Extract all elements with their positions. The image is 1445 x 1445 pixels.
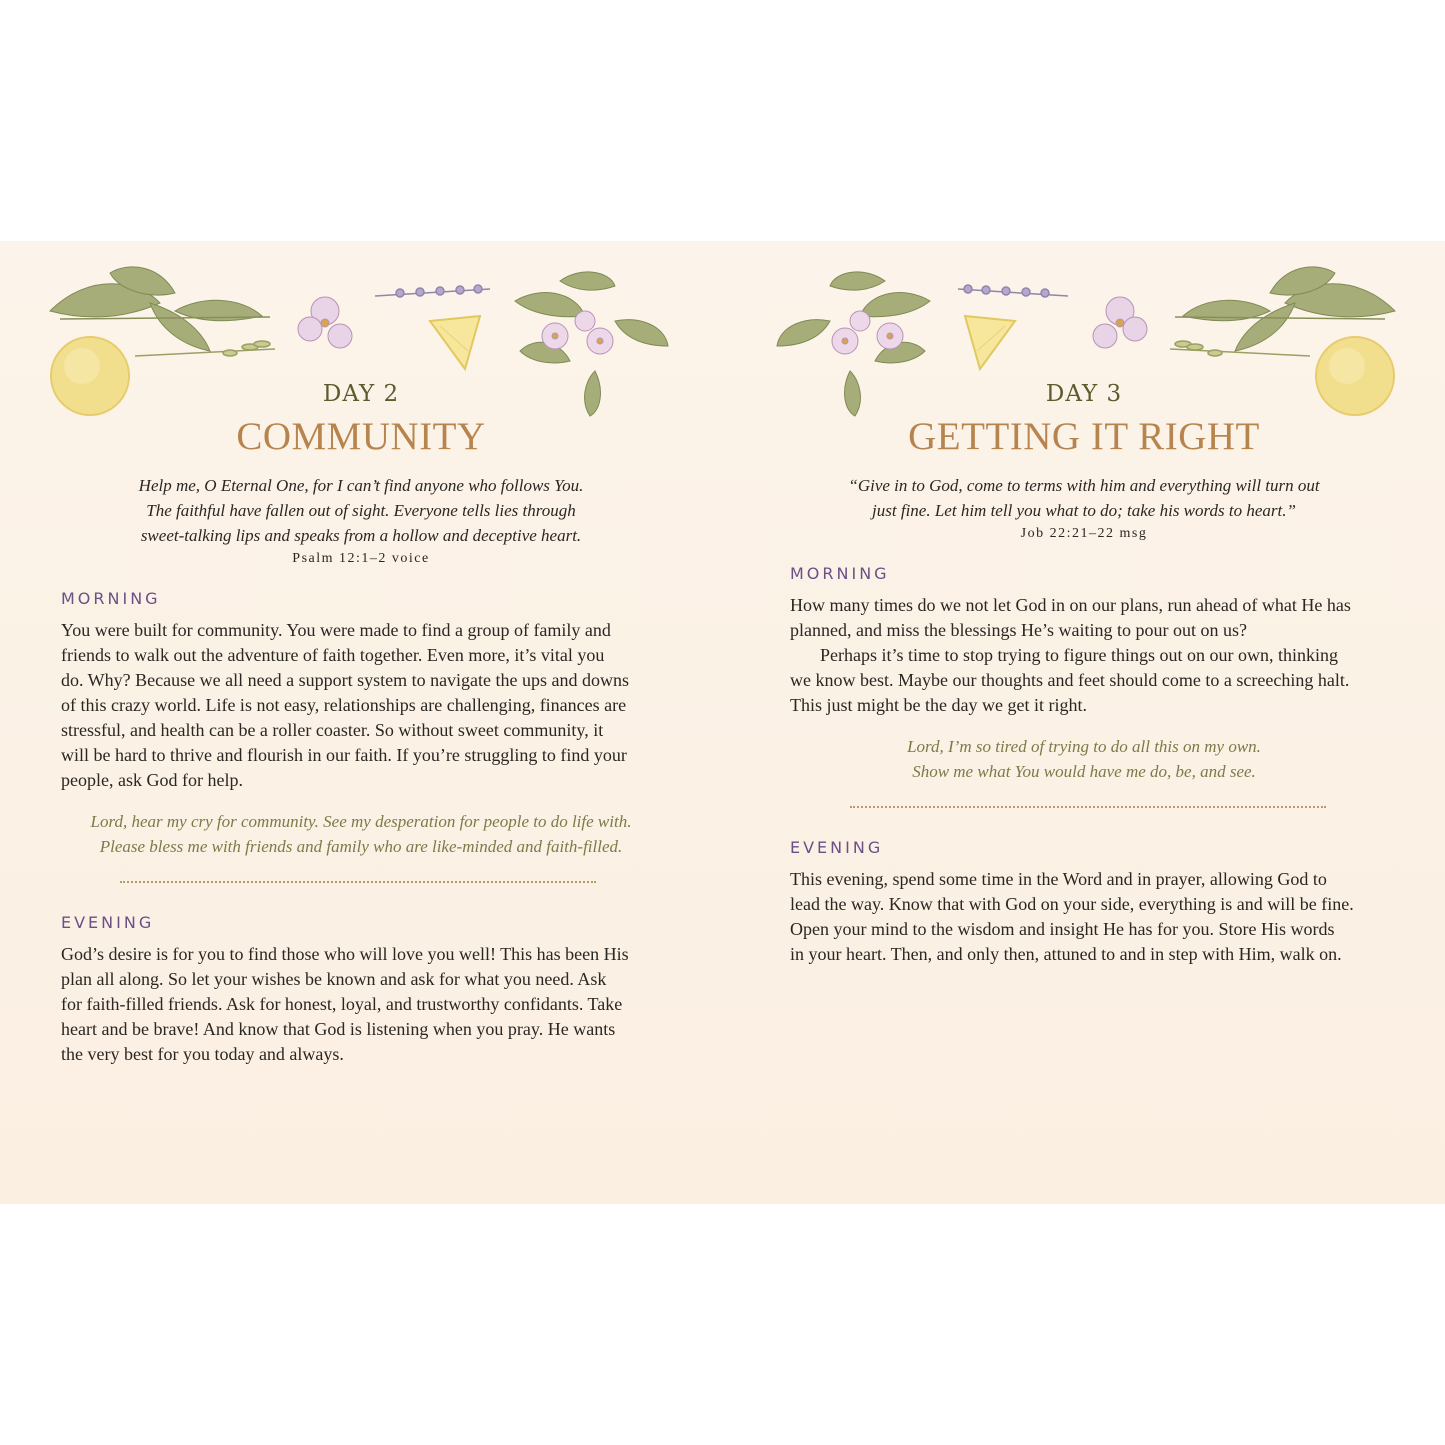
text-line: You were built for community. You were made to find a group of family and (61, 620, 611, 640)
morning-heading: MORNING (790, 564, 890, 583)
scripture-verse (40, 473, 682, 548)
day-title: COMMUNITY (236, 415, 486, 458)
verse-reference: Psalm 12:1–2 voice (292, 551, 430, 566)
flower-icon (298, 297, 352, 348)
dotted-divider (120, 881, 596, 883)
text-line: God’s desire is for you to find those who will love you well! This has been His (61, 944, 629, 964)
text-line: planned, and miss the blessings He’s waiting to pour out on us? (790, 620, 1247, 640)
prayer-line: Please bless me with friends and family who are like-minded and faith-filled. (99, 837, 623, 856)
text-line: This just might be the day we get it right. (790, 695, 1087, 715)
text-line: will be hard to thrive and flourish in our faith. If you’re struggling to find your (61, 745, 627, 765)
prayer-line: Lord, I’m so tired of trying to do all this on my own. (907, 737, 1261, 756)
right-page (723, 241, 1445, 1204)
text-line: friends to walk out the adventure of faith together. Even more, it’s vital you (61, 645, 605, 665)
prayer-line: Lord, hear my cry for community. See my desperation for people to do life with. (90, 812, 632, 831)
text-line: do. Why? Because we all need a support system to navigate the ups and downs (61, 670, 630, 690)
flower-icon (1093, 297, 1147, 348)
lavender-icon (958, 285, 1068, 297)
lemon-slice-icon (430, 316, 480, 369)
text-line: plan all along. So let your wishes be known and ask for what you need. Ask (61, 969, 607, 989)
evening-text (61, 942, 629, 1067)
morning-heading: MORNING (61, 589, 161, 608)
morning-text (790, 593, 1351, 718)
left-page (0, 241, 722, 1204)
verse-line: sweet-talking lips and speaks from a hollow and deceptive heart. (140, 526, 582, 545)
verse-reference: Job 22:21–22 msg (1020, 526, 1148, 541)
text-line: we know best. Maybe our thoughts and feet should come to a screeching halt. (790, 670, 1350, 690)
verse-line: Help me, O Eternal One, for I can’t find anyone who follows You. (138, 476, 584, 495)
text-line: for faith-filled friends. Ask for honest, loyal, and trustworthy confidants. Take (61, 994, 623, 1014)
scripture-verse (753, 473, 1415, 523)
evening-text (790, 867, 1354, 967)
text-line: in your heart. Then, and only then, attuned to and in step with Him, walk on. (790, 944, 1342, 964)
text-line: lead the way. Know that with God on your side, everything is and will be fine. (790, 894, 1354, 914)
text-line: people, ask God for help. (61, 770, 243, 790)
day-label: DAY 2 (322, 381, 400, 407)
verse-line: just fine. Let him tell you what to do; take his words to heart.” (872, 501, 1296, 520)
text-line: heart and be brave! And know that God is listening when you pray. He wants (61, 1019, 616, 1039)
book-spread (0, 241, 1445, 1204)
morning-prayer (40, 809, 682, 859)
dotted-divider (850, 806, 1326, 808)
text-line: This evening, spend some time in the Word and in prayer, allowing God to (790, 869, 1327, 889)
morning-prayer (753, 734, 1415, 784)
text-line: How many times do we not let God in on our plans, run ahead of what He has (790, 595, 1351, 615)
prayer-line: Show me what You would have me do, be, and see. (912, 762, 1256, 781)
verse-line: The faithful have fallen out of sight. Everyone tells lies through (146, 501, 576, 520)
text-line: Open your mind to the wisdom and insight He has for you. Store His words (790, 919, 1335, 939)
evening-heading: EVENING (790, 838, 884, 857)
text-line: stressful, and health can be a roller coaster. So without sweet community, it (61, 720, 604, 740)
evening-heading: EVENING (61, 913, 155, 932)
text-line: the very best for you today and always. (61, 1044, 344, 1064)
morning-text (61, 618, 629, 793)
text-line: Perhaps it’s time to stop trying to figure things out on our own, thinking (820, 645, 1338, 665)
lemon-slice-icon (965, 316, 1015, 369)
verse-line: “Give in to God, come to terms with him and everything will turn out (848, 476, 1320, 495)
lavender-icon (375, 285, 490, 297)
day-label: DAY 3 (1045, 381, 1123, 407)
day-title: GETTING IT RIGHT (908, 415, 1260, 458)
text-line: of this crazy world. Life is not easy, relationships are challenging, finances are (61, 695, 627, 715)
